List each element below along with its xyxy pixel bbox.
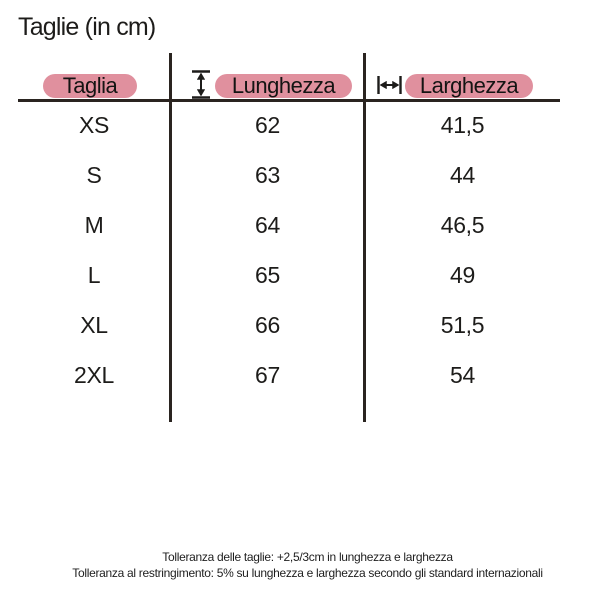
size-cell: M [84, 212, 104, 238]
page-title: Taglie (in cm) [18, 13, 156, 41]
length-cell: 64 [255, 212, 280, 238]
header-taglia: Taglia [43, 74, 137, 98]
table-row-xs [18, 100, 560, 150]
table-row-s [18, 150, 560, 200]
table-row-m [18, 200, 560, 250]
size-cell: S [86, 162, 102, 188]
tolerance-note [0, 549, 615, 581]
size-cell: L [87, 262, 101, 288]
width-cell: 41,5 [440, 112, 485, 138]
table-row-l [18, 250, 560, 300]
size-cell: 2XL [73, 362, 115, 388]
width-cell: 46,5 [440, 212, 485, 238]
width-cell: 49 [450, 262, 475, 288]
tolerance-line-2: Tolleranza al restringimento: 5% su lunghezza e larghezza secondo gli standard internazionali [72, 566, 543, 580]
length-cell: 65 [255, 262, 280, 288]
size-cell: XS [78, 112, 110, 138]
header-lunghezza: Lunghezza [215, 74, 352, 98]
length-cell: 63 [255, 162, 280, 188]
header-larghezza: Larghezza [405, 74, 533, 98]
width-cell: 51,5 [440, 312, 485, 338]
length-cell: 66 [255, 312, 280, 338]
table-row-xl [18, 300, 560, 350]
size-cell: XL [80, 312, 108, 338]
width-cell: 44 [450, 162, 475, 188]
width-measure-icon [376, 73, 403, 97]
width-cell: 54 [450, 362, 475, 388]
tolerance-line-1: Tolleranza delle taglie: +2,5/3cm in lunghezza e larghezza [162, 550, 453, 564]
table-row-2xl [18, 350, 560, 400]
table-body [18, 100, 560, 400]
length-cell: 67 [255, 362, 280, 388]
height-measure-icon [189, 69, 213, 100]
length-cell: 62 [255, 112, 280, 138]
